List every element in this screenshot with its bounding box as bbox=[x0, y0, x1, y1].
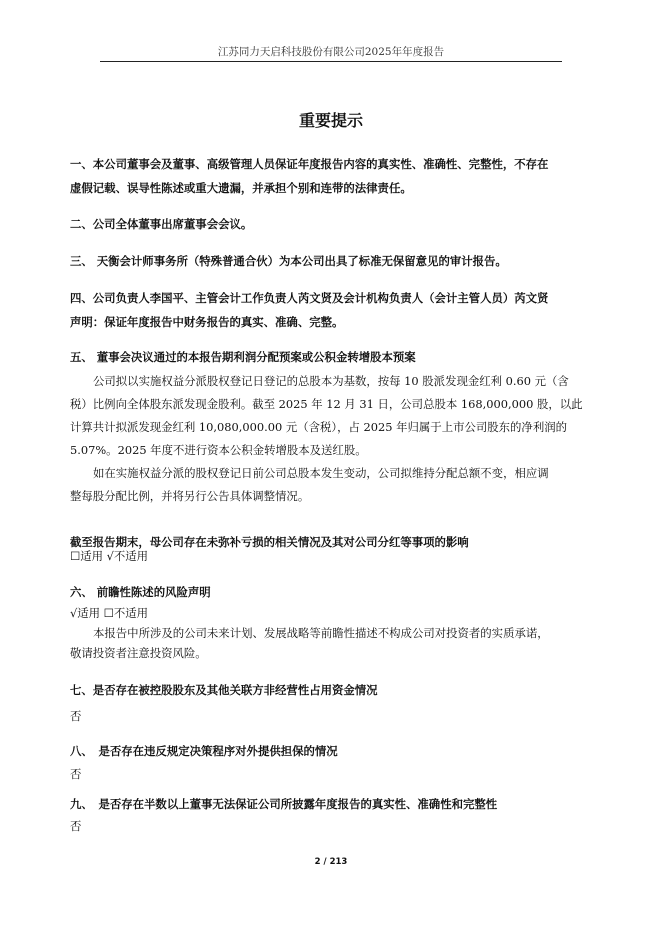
deficit-choice: ☐适用 √不适用 bbox=[70, 549, 149, 563]
item-1-line-2: 虚假记载、误导性陈述或重大遗漏，并承担个别和连带的法律责任。 bbox=[70, 181, 412, 195]
page-title: 重要提示 bbox=[298, 111, 363, 130]
item-5-para-2-line-2: 整每股分配比例，并将另行公告具体调整情况。 bbox=[70, 489, 310, 503]
item-6-para-line-2: 敬请投资者注意投资风险。 bbox=[70, 646, 207, 660]
item-5-para-1-line-1: 公司拟以实施权益分派股权登记日登记的总股本为基数，按每 10 股派发现金红利 0.60 元（含 bbox=[93, 374, 569, 388]
item-7-title: 七、是否存在被控股股东及其他关联方非经营性占用资金情况 bbox=[70, 683, 378, 697]
item-4-line-1: 四、公司负责人李国平、主管会计工作负责人芮文贤及会计机构负责人（会计主管人员）芮文贤 bbox=[70, 291, 549, 305]
item-4-line-2: 声明：保证年度报告中财务报告的真实、准确、完整。 bbox=[70, 315, 344, 329]
item-8-title: 八、 是否存在违反规定决策程序对外提供担保的情况 bbox=[70, 744, 338, 758]
item-1-line-1: 一、本公司董事会及董事、高级管理人员保证年度报告内容的真实性、准确性、完整性，不存在 bbox=[70, 157, 549, 171]
item-5-title: 五、 董事会决议通过的本报告期利润分配预案或公积金转增股本预案 bbox=[70, 350, 416, 364]
item-5-para-1-line-2: 税）比例向全体股东派发现金股利。截至 2025 年 12 月 31 日，公司总股本 168,000,000 股，以此 bbox=[70, 397, 583, 411]
item-5-para-1-line-3: 计算共计拟派发现金红利 10,080,000.00 元（含税），占 2025 年归属于上市公司股东的净利润的 bbox=[70, 420, 567, 434]
item-7-answer: 否 bbox=[70, 709, 82, 723]
item-5-para-2-line-1: 如在实施权益分派的股权登记日前公司总股本发生变动，公司拟维持分配总额不变，相应调 bbox=[93, 466, 549, 480]
header-divider bbox=[100, 61, 562, 62]
item-6-choice: √适用 ☐不适用 bbox=[70, 606, 149, 620]
deficit-title: 截至报告期末，母公司存在未弥补亏损的相关情况及其对公司分红等事项的影响 bbox=[70, 535, 469, 549]
item-3: 三、 天衡会计师事务所（特殊普通合伙）为本公司出具了标准无保留意见的审计报告。 bbox=[70, 254, 507, 268]
page-number: 2 / 213 bbox=[314, 857, 348, 867]
report-header: 江苏同力天启科技股份有限公司2025年年度报告 bbox=[217, 46, 445, 58]
item-6-para-line-1: 本报告中所涉及的公司未来计划、发展战略等前瞻性描述不构成公司对投资者的实质承诺， bbox=[93, 626, 549, 640]
item-8-answer: 否 bbox=[70, 767, 82, 781]
item-9-title: 九、 是否存在半数以上董事无法保证公司所披露年度报告的真实性、准确性和完整性 bbox=[70, 797, 498, 811]
item-5-para-1-line-4: 5.07%。2025 年度不进行资本公积金转增股本及送红股。 bbox=[70, 443, 367, 457]
item-2: 二、公司全体董事出席董事会会议。 bbox=[70, 217, 253, 231]
item-6-title: 六、 前瞻性陈述的风险声明 bbox=[70, 585, 211, 599]
item-9-answer: 否 bbox=[70, 819, 82, 833]
